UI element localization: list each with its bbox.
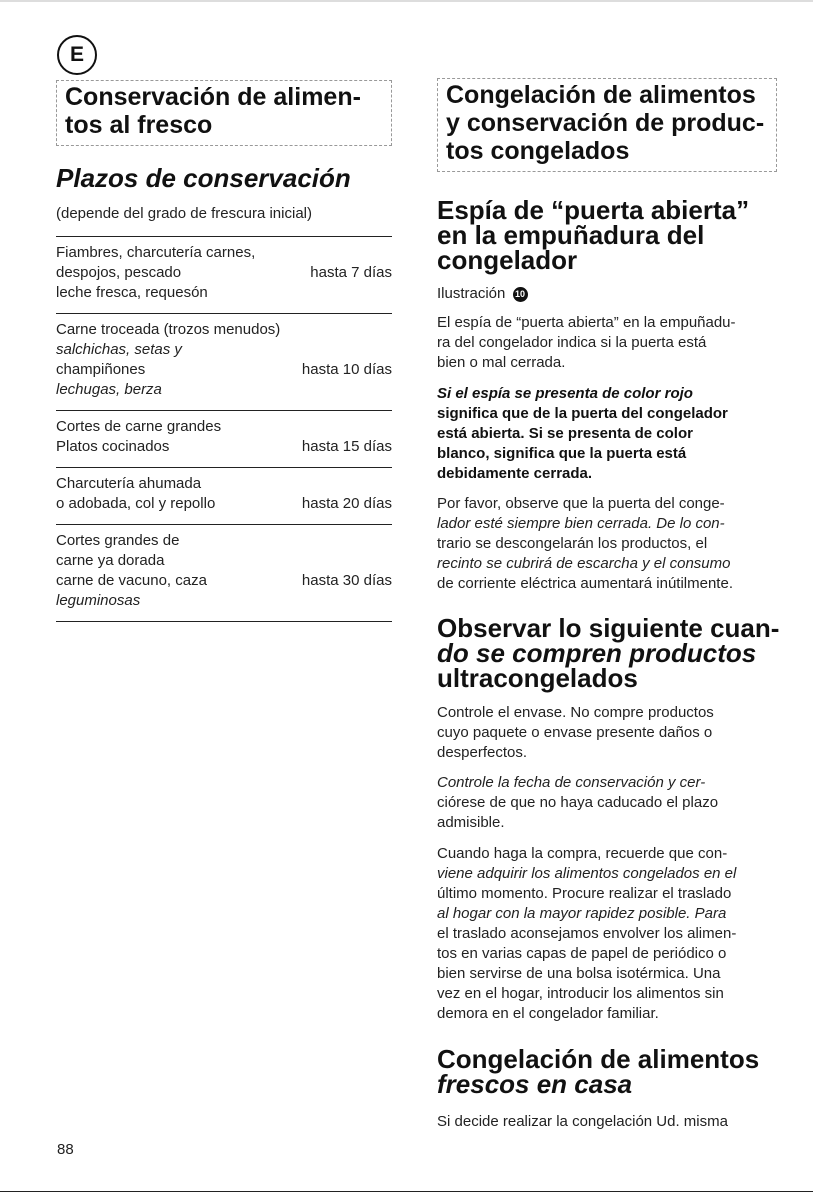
text-line: de corriente eléctrica aumentará inútilmente.	[437, 575, 733, 592]
table-rule	[56, 524, 392, 525]
text-line: blanco, significa que la puerta está	[437, 445, 687, 462]
row-line: Cortes de carne grandes	[56, 418, 222, 435]
row-line: champiñones	[56, 361, 146, 378]
row-duration: hasta 30 días	[301, 572, 392, 589]
fresh-heading-line-1: Congelación de alimentos	[437, 1044, 760, 1074]
text-line: viene adquirir los alimentos congelados en el	[437, 865, 737, 882]
text-line: bien servirse de una bolsa isotérmica. Una	[437, 965, 721, 982]
text-line: vez en el hogar, introducir los alimentos sin	[437, 985, 724, 1002]
text-line: cuyo paquete o envase presente daños o	[437, 724, 713, 741]
bottom-edge-line	[0, 1191, 813, 1192]
page-number: 88	[57, 1141, 74, 1158]
text-line: está abierta. Si se presenta de color	[437, 425, 693, 442]
left-section-title-line-1: Conservación de alimen-	[65, 83, 361, 111]
spy-heading	[437, 195, 750, 275]
table-row	[56, 474, 392, 514]
storage-times-heading: Plazos de conservación	[56, 163, 351, 193]
text-line: al hogar con la mayor rapidez posible. Para	[437, 905, 727, 922]
right-section-title-line-3: tos congelados	[446, 137, 630, 165]
text-line: El espía de “puerta abierta” en la empuñadu-	[437, 314, 736, 331]
observe-paragraph-2	[437, 773, 777, 833]
fresh-paragraph-1	[437, 1112, 782, 1132]
row-line: carne de vacuno, caza	[56, 572, 207, 589]
spy-paragraph-3	[437, 494, 782, 594]
row-line: lechugas, berza	[56, 381, 162, 398]
right-section-title-line-1: Congelación de alimentos	[446, 81, 756, 109]
table-rule	[56, 313, 392, 314]
fresh-heading	[437, 1044, 760, 1099]
text-line: tos en varias capas de papel de periódico o	[437, 945, 727, 962]
row-line: Charcutería ahumada	[56, 475, 202, 492]
row-duration: hasta 20 días	[301, 495, 392, 512]
observe-paragraph-3	[437, 844, 782, 1024]
text-line: admisible.	[437, 814, 505, 831]
table-rule	[56, 467, 392, 468]
table-rule	[56, 236, 392, 237]
observe-heading-line-3: ultracongelados	[437, 663, 638, 693]
row-line: Platos cocinados	[56, 438, 170, 455]
text-line: Si decide realizar la congelación Ud. misma	[437, 1113, 728, 1130]
spy-heading-line-1: Espía de “puerta abierta”	[437, 195, 750, 225]
observe-heading-line-1: Observar lo siguiente cuan-	[437, 613, 780, 643]
row-line: Cortes grandes de	[56, 532, 180, 549]
text-line: debidamente cerrada.	[437, 465, 593, 482]
text-line: significa que de la puerta del congelador	[437, 405, 728, 422]
table-row	[56, 320, 392, 400]
language-badge: E	[57, 35, 97, 75]
observe-paragraph-1	[437, 703, 777, 763]
fresh-heading-line-2: frescos en casa	[437, 1069, 633, 1099]
text-line: Cuando haga la compra, recuerde que con-	[437, 845, 728, 862]
row-duration: hasta 15 días	[301, 438, 392, 455]
row-line: Carne troceada (trozos menudos)	[56, 321, 281, 338]
illustration-reference	[437, 284, 528, 304]
spy-paragraph-2	[437, 384, 777, 484]
text-line: Controle el envase. No compre productos	[437, 704, 714, 721]
table-row	[56, 243, 392, 303]
left-section-title-line-2: tos al fresco	[65, 111, 213, 139]
table-row	[56, 531, 392, 611]
spy-heading-line-3: congelador	[437, 245, 578, 275]
text-line: recinto se cubrirá de escarcha y el consumo	[437, 555, 731, 572]
row-line: carne ya dorada	[56, 552, 165, 569]
row-line: despojos, pescado	[56, 264, 182, 281]
row-line: salchichas, setas y	[56, 341, 182, 358]
spy-heading-line-2: en la empuñadura del	[437, 220, 705, 250]
text-line: lador esté siempre bien cerrada. De lo con-	[437, 515, 725, 532]
right-section-title	[437, 78, 777, 172]
right-section-title-line-2: y conservación de produc-	[446, 109, 765, 137]
row-duration: hasta 7 días	[310, 264, 392, 281]
text-line: el traslado aconsejamos envolver los alimen-	[437, 925, 737, 942]
table-rule	[56, 410, 392, 411]
storage-times-note: (depende del grado de frescura inicial)	[56, 205, 312, 222]
text-line: ciórese de que no haya caducado el plazo	[437, 794, 719, 811]
text-line: trario se descongelarán los productos, el	[437, 535, 708, 552]
text-line: ra del congelador indica si la puerta está	[437, 334, 707, 351]
row-duration: hasta 10 días	[301, 361, 392, 378]
row-line: o adobada, col y repollo	[56, 495, 216, 512]
row-line: Fiambres, charcutería carnes,	[56, 244, 256, 261]
text-line: Controle la fecha de conservación y cer-	[437, 774, 706, 791]
text-line: bien o mal cerrada.	[437, 354, 566, 371]
table-row	[56, 417, 392, 457]
top-edge-line	[0, 0, 813, 2]
text-line: último momento. Procure realizar el traslado	[437, 885, 732, 902]
text-line: Si el espía se presenta de color rojo	[437, 385, 693, 402]
row-line: leguminosas	[56, 592, 141, 609]
text-line: desperfectos.	[437, 744, 528, 761]
left-section-title	[56, 80, 392, 146]
observe-heading-line-2: do se compren productos	[437, 638, 757, 668]
illustration-label: Ilustración	[437, 285, 506, 302]
observe-heading	[437, 613, 780, 693]
illustration-number-badge: 10	[513, 287, 528, 302]
table-rule	[56, 621, 392, 622]
row-line: leche fresca, requesón	[56, 284, 208, 301]
text-line: demora en el congelador familiar.	[437, 1005, 659, 1022]
text-line: Por favor, observe que la puerta del conge-	[437, 495, 725, 512]
spy-paragraph-1	[437, 313, 777, 373]
